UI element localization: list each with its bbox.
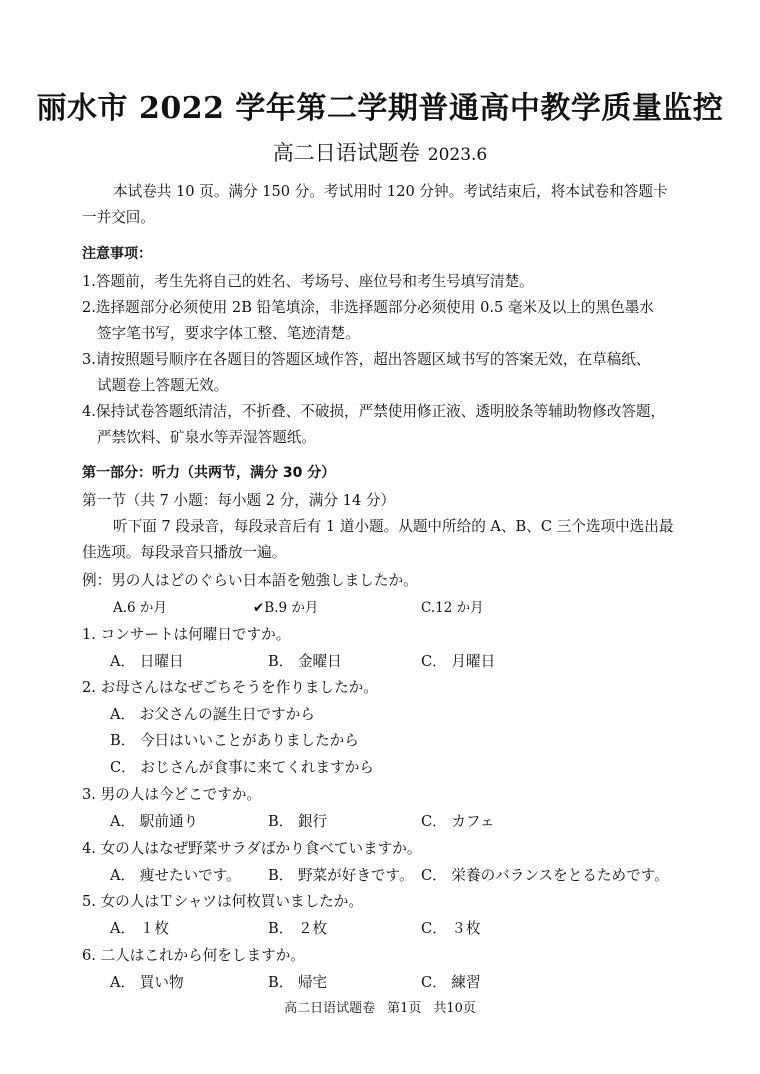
question-5-option-a: A． １枚 <box>110 920 169 937</box>
notice-item: 2.选择题部分必须使用 2B 铅笔填涂，非选择题部分必须使用 0.5 毫米及以上的黑色墨水 <box>82 299 654 316</box>
question-3-option-a: A． 駅前通り <box>110 813 199 830</box>
notice-item: 4.保持试卷答题纸清洁，不折叠、不破损，严禁使用修正液、透明胶条等辅助物修改答题， <box>82 403 666 420</box>
question-4-option-c: C． 栄養のバランスをとるためです。 <box>421 867 669 884</box>
question-1-option-b: B． 金曜日 <box>268 653 342 670</box>
question-1: 1. コンサートは何曜日ですか。 <box>82 626 291 643</box>
notice-item: 严禁饮料、矿泉水等弄湿答题纸。 <box>97 429 316 446</box>
part1-heading: 第一部分：听力（共两节，满分 30 分） <box>82 465 336 481</box>
page-subtitle <box>0 137 760 167</box>
page-title: 丽水市 2022 学年第二学期普通高中教学质量监控 <box>36 91 724 126</box>
example-option-b: ✔B.9 か月 <box>253 600 319 616</box>
question-2-option-c: C． おじさんが食事に来てくれますから <box>110 759 374 776</box>
notice-item: 1.答题前，考生先将自己的姓名、考场号、座位号和考生号填写清楚。 <box>82 273 534 290</box>
subtitle-date: 2023.6 <box>427 145 488 165</box>
notice-item: 3.请按照题号顺序在各题目的答题区域作答，超出答题区域书写的答案无效，在草稿纸、 <box>82 351 651 368</box>
footer-total-pages: 共10页 <box>433 1001 476 1016</box>
intro-line-1: 本试卷共 10 页。满分 150 分。考试用时 120 分钟。考试结束后，将本试卷和答题卡 <box>113 183 668 200</box>
instruction-line-2: 佳选项。每段录音只播放一遍。 <box>82 544 287 561</box>
subtitle-text: 高二日语试题卷 <box>272 141 420 165</box>
question-6: 6. 二人はこれから何をしますか。 <box>82 947 305 964</box>
example-option-c: C.12 か月 <box>421 600 484 616</box>
instruction-line-1: 听下面 7 段录音，每段录音后有 1 道小题。从题中所给的 A、B、C 三个选项中选出最 <box>113 518 674 535</box>
question-3-option-c: C． カフェ <box>421 813 495 830</box>
question-6-option-b: B． 帰宅 <box>268 974 328 991</box>
question-4: 4. 女の人はなぜ野菜サラダばかり食べていますか。 <box>82 840 422 857</box>
question-5: 5. 女の人はＴシャツは何枚買いましたか。 <box>82 893 363 910</box>
footer-exam-name: 高二日语试题卷 <box>284 1001 376 1016</box>
notice-item: 签字笔书写，要求字体工整、笔迹清楚。 <box>97 325 360 342</box>
question-1-option-a: A． 日曜日 <box>110 653 184 670</box>
question-4-option-a: A． 痩せたいです。 <box>110 867 241 884</box>
notice-item: 试题卷上答题无效。 <box>97 377 229 394</box>
footer-page-number: 第1页 <box>387 1001 422 1016</box>
example-option-a: A.6 か月 <box>113 600 167 616</box>
question-2-option-a: A． お父さんの誕生日ですから <box>110 706 315 723</box>
question-1-option-c: C． 月曜日 <box>421 653 496 670</box>
question-5-option-c: C． ３枚 <box>421 920 481 937</box>
question-5-option-b: B． ２枚 <box>268 920 328 937</box>
intro-line-2: 一并交回。 <box>82 209 155 226</box>
question-2-option-b: B． 今日はいいことがありましたから <box>110 732 359 749</box>
question-6-option-a: A． 買い物 <box>110 974 184 991</box>
notice-heading: 注意事项： <box>82 246 152 262</box>
question-3-option-b: B． 銀行 <box>268 813 328 830</box>
example-question: 例：男の人はどのぐらい日本語を勉強しましたか。 <box>82 572 418 589</box>
question-2: 2. お母さんはなぜごちそうを作りましたか。 <box>82 679 378 696</box>
question-3: 3. 男の人は今どこですか。 <box>82 786 262 803</box>
section1-heading: 第一节（共 7 小题：每小题 2 分，满分 14 分） <box>82 492 396 509</box>
page-footer <box>0 997 760 1016</box>
question-4-option-b: B． 野菜が好きです。 <box>268 867 414 884</box>
question-6-option-c: C． 練習 <box>421 974 481 991</box>
